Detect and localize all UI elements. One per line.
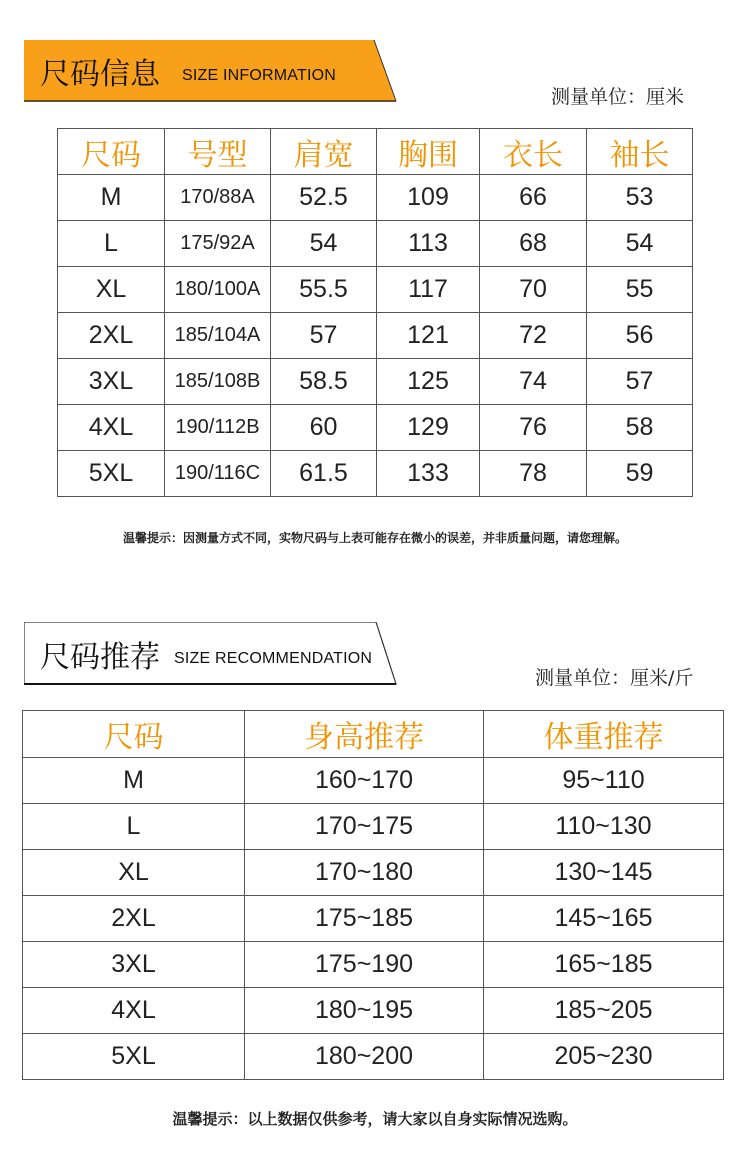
table-header: 袖长: [587, 129, 693, 175]
table-row: [58, 267, 693, 313]
table-cell: 61.5: [271, 451, 377, 497]
table-cell: 5XL: [23, 1034, 245, 1080]
table-cell: 3XL: [23, 942, 245, 988]
size-info-banner: [24, 40, 398, 102]
table-cell: 175/92A: [165, 221, 271, 267]
table-cell: 74: [480, 359, 587, 405]
size-rec-unit: 测量单位：厘米/斤: [535, 667, 694, 689]
table-cell: 58.5: [271, 359, 377, 405]
table-cell: 55.5: [271, 267, 377, 313]
table-cell: 3XL: [58, 359, 165, 405]
table-cell: 180~195: [245, 988, 484, 1034]
table-header: 号型: [165, 129, 271, 175]
table-cell: 170~175: [245, 804, 484, 850]
table-cell: 190/112B: [165, 405, 271, 451]
table-cell: 145~165: [484, 896, 724, 942]
table-cell: XL: [23, 850, 245, 896]
table-cell: 72: [480, 313, 587, 359]
table-cell: 185~205: [484, 988, 724, 1034]
table-row: [23, 942, 724, 988]
table-row: [23, 804, 724, 850]
table-cell: 133: [377, 451, 480, 497]
table-cell: 121: [377, 313, 480, 359]
table-cell: 59: [587, 451, 693, 497]
table-cell: 54: [587, 221, 693, 267]
size-rec-title-en: SIZE RECOMMENDATION: [174, 650, 373, 667]
table-header: 尺码: [23, 711, 245, 758]
size-rec-title-cn: 尺码推荐: [40, 640, 160, 675]
table-cell: L: [58, 221, 165, 267]
table-cell: 180~200: [245, 1034, 484, 1080]
table-cell: 2XL: [23, 896, 245, 942]
table-cell: 5XL: [58, 451, 165, 497]
table-cell: 185/104A: [165, 313, 271, 359]
table-cell: 55: [587, 267, 693, 313]
table-row: [58, 313, 693, 359]
size-info-note: 温馨提示：因测量方式不同，实物尺码与上表可能存在微小的误差，并非质量问题，请您理解。: [122, 531, 627, 545]
table-cell: 175~190: [245, 942, 484, 988]
table-cell: 130~145: [484, 850, 724, 896]
size-info-title-cn: 尺码信息: [40, 57, 160, 92]
size-rec-table: [22, 710, 724, 1080]
table-cell: 68: [480, 221, 587, 267]
table-header: 胸围: [377, 129, 480, 175]
table-header: 尺码: [58, 129, 165, 175]
table-cell: M: [58, 175, 165, 221]
table-header: 身高推荐: [245, 711, 484, 758]
table-cell: 175~185: [245, 896, 484, 942]
table-row: [23, 988, 724, 1034]
size-rec-note: 温馨提示：以上数据仅供参考，请大家以自身实际情况选购。: [172, 1110, 578, 1128]
size-info-header-row: [58, 129, 693, 175]
table-cell: 110~130: [484, 804, 724, 850]
table-header: 肩宽: [271, 129, 377, 175]
table-cell: 78: [480, 451, 587, 497]
table-cell: 58: [587, 405, 693, 451]
table-row: [58, 221, 693, 267]
size-rec-banner: [24, 622, 398, 686]
table-row: [23, 1034, 724, 1080]
table-cell: 129: [377, 405, 480, 451]
table-header: 体重推荐: [484, 711, 724, 758]
size-info-unit: 测量单位：厘米: [551, 86, 685, 108]
table-cell: 56: [587, 313, 693, 359]
table-cell: 160~170: [245, 758, 484, 804]
table-cell: 185/108B: [165, 359, 271, 405]
table-cell: 180/100A: [165, 267, 271, 313]
table-cell: L: [23, 804, 245, 850]
table-cell: 125: [377, 359, 480, 405]
table-cell: 4XL: [58, 405, 165, 451]
table-cell: 57: [271, 313, 377, 359]
table-row: [23, 850, 724, 896]
table-row: [58, 359, 693, 405]
table-cell: 54: [271, 221, 377, 267]
table-cell: XL: [58, 267, 165, 313]
table-cell: 95~110: [484, 758, 724, 804]
table-header: 衣长: [480, 129, 587, 175]
size-rec-header-row: [23, 711, 724, 758]
table-cell: 117: [377, 267, 480, 313]
table-cell: 70: [480, 267, 587, 313]
table-cell: 170~180: [245, 850, 484, 896]
table-row: [23, 758, 724, 804]
table-cell: 2XL: [58, 313, 165, 359]
size-info-title-en: SIZE INFORMATION: [182, 67, 337, 84]
table-cell: 190/116C: [165, 451, 271, 497]
table-cell: 52.5: [271, 175, 377, 221]
table-cell: 205~230: [484, 1034, 724, 1080]
table-row: [23, 896, 724, 942]
table-cell: 109: [377, 175, 480, 221]
size-info-table: [57, 128, 693, 497]
table-cell: 165~185: [484, 942, 724, 988]
table-cell: 53: [587, 175, 693, 221]
table-row: [58, 405, 693, 451]
table-cell: 113: [377, 221, 480, 267]
table-cell: 170/88A: [165, 175, 271, 221]
table-cell: M: [23, 758, 245, 804]
table-cell: 4XL: [23, 988, 245, 1034]
table-row: [58, 451, 693, 497]
table-cell: 66: [480, 175, 587, 221]
table-cell: 57: [587, 359, 693, 405]
table-cell: 60: [271, 405, 377, 451]
table-cell: 76: [480, 405, 587, 451]
table-row: [58, 175, 693, 221]
